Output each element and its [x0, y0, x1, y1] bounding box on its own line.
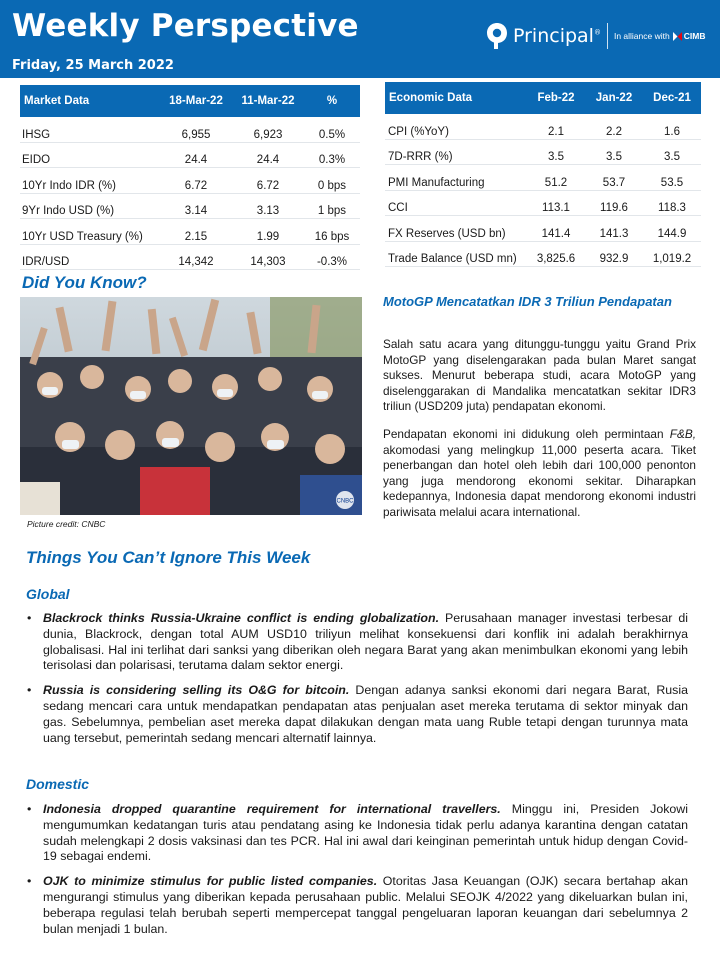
news-lead: Blackrock thinks Russia-Ukraine conflict is ending globalization. — [43, 611, 440, 625]
row-value: 3,825.6 — [536, 253, 576, 265]
market-header-change: % — [304, 85, 360, 117]
row-label: PMI Manufacturing — [388, 176, 485, 189]
row-change: 0 bps — [317, 179, 347, 192]
table-row — [20, 193, 360, 219]
table-row — [385, 165, 701, 191]
cimb-logo-icon — [673, 32, 682, 41]
table-row — [20, 219, 360, 245]
row-value: 6,923 — [253, 128, 283, 141]
article-paragraph-2 — [383, 427, 696, 521]
row-value: 3.13 — [256, 205, 280, 217]
row-change: 0.3% — [318, 154, 346, 166]
brand-name: Principal — [513, 25, 594, 47]
row-value: 2.15 — [184, 230, 208, 243]
news-lead: Indonesia dropped quarantine requirement for international travellers. — [43, 802, 501, 816]
bullet-icon: • — [27, 802, 32, 816]
news-text: Dengan adanya sanksi ekonomi dari negara Barat, Rusia sedang mencari cara untuk mendapatkan pendapatan atas penjualan aset mereka terutama di sektor minyak dan gas. Sebelumnya, pembelian aset mereka dapat dilakukan dengan mata uang Ruble tetapi dengan turunnya mata uang tersebut, pemerintah sedang mencari alternatif lainnya. — [43, 683, 688, 745]
photo-credit: Picture credit: CNBC — [27, 519, 106, 529]
row-label: FX Reserves (USD bn) — [388, 227, 506, 240]
news-lead: Russia is considering selling its O&G for bitcoin. — [43, 683, 350, 698]
table-row — [385, 190, 701, 216]
domestic-news-list — [26, 802, 688, 946]
row-value: 53.7 — [602, 176, 626, 189]
table-row — [20, 142, 360, 168]
cnbc-badge-text: CNBC — [336, 498, 354, 505]
bullet-icon: • — [27, 683, 32, 698]
row-value: 24.4 — [256, 154, 280, 166]
row-change: 16 bps — [314, 230, 350, 243]
header-bar — [0, 0, 720, 78]
econ-table-header — [385, 82, 701, 114]
row-change: 0.5% — [318, 128, 346, 141]
row-label: CCI — [388, 202, 408, 214]
row-label: CPI (%YoY) — [388, 125, 449, 138]
row-value: 51.2 — [544, 176, 568, 189]
row-label: 10Yr Indo IDR (%) — [22, 179, 116, 192]
global-news-list — [26, 611, 688, 755]
row-value: 14,342 — [178, 256, 214, 268]
table-row — [385, 241, 701, 267]
row-value: 6.72 — [184, 179, 208, 192]
market-header-current: 18-Mar-22 — [160, 85, 232, 117]
bullet-icon: • — [27, 611, 32, 625]
logo-divider — [607, 23, 608, 49]
market-header-label: Market Data — [20, 85, 160, 117]
row-value: 1.6 — [664, 125, 680, 138]
market-data-table — [20, 85, 360, 270]
global-section-title: Global — [26, 586, 70, 602]
things-heading: Things You Can’t Ignore This Week — [26, 548, 311, 567]
table-row — [385, 114, 701, 139]
list-item — [26, 802, 688, 865]
news-text: Otoritas Jasa Keuangan (OJK) secara bertahap akan mengurangi stimulus yang diberikan kepada perusahaan public. Melalui SEOJK 4/2022 yang dikeluarkan bulan ini, beberapa regulasi telah berubah seperti mempercepat tanggal pengeluaran laporan keuangan dari sebelumnya 2 bulan menjadi 1 bulan. — [43, 874, 688, 936]
table-row — [20, 244, 360, 270]
market-header-previous: 11-Mar-22 — [232, 85, 304, 117]
row-value: 6.72 — [256, 179, 280, 192]
motogp-crowd-photo — [20, 297, 362, 515]
row-value: 3.5 — [664, 151, 680, 163]
row-change: 1 bps — [317, 205, 347, 217]
market-table-header — [20, 85, 360, 117]
principal-logo — [486, 20, 705, 52]
list-item — [26, 611, 688, 674]
row-label: IHSG — [22, 128, 51, 141]
row-label: 10Yr USD Treasury (%) — [22, 230, 143, 243]
article-body — [383, 337, 696, 533]
row-value: 1.99 — [256, 230, 280, 243]
row-value: 932.9 — [599, 253, 629, 265]
report-date: Friday, 25 March 2022 — [12, 58, 174, 73]
cimb-text: CIMB — [683, 31, 706, 41]
row-value: 3.14 — [184, 205, 208, 217]
article-paragraph-2-end: akomodasi yang melingkup 11,000 peserta acara. Tiket penerbangan dan hotel oleh lebih dari 100,000 penonton yang juga mendorong ekonomi sekitar. Diharapkan kedepannya, Indonesia dapat mendorong ekonomi industri pariwisata melalui acara international. — [383, 442, 696, 519]
row-value: 113.1 — [542, 202, 570, 214]
bullet-icon: • — [27, 874, 32, 889]
row-value: 3.5 — [606, 151, 622, 163]
row-value: 3.5 — [548, 151, 564, 163]
row-value: 53.5 — [660, 176, 684, 189]
econ-header-label: Economic Data — [385, 82, 527, 114]
list-item — [26, 683, 688, 746]
article-paragraph-1: Salah satu acara yang ditunggu-tunggu yaitu Grand Prix MotoGP yang diselengarakan pada bulan Maret sangat sukses. Menurut beberapa studi, acara MotoGP yang diselenggarakan di Mandalika mencatatkan sekitar IDR3 triliun (USD209 juta) pendapatan ekonomi. — [383, 337, 696, 414]
article-title: MotoGP Mencatatkan IDR 3 Triliun Pendapatan — [383, 294, 672, 309]
row-change: -0.3% — [316, 256, 348, 268]
row-value: 14,303 — [250, 256, 286, 268]
row-value: 118.3 — [658, 202, 686, 214]
econ-header-feb: Feb-22 — [527, 82, 585, 114]
row-value: 1,019.2 — [652, 253, 692, 265]
did-you-know-heading: Did You Know? — [22, 273, 147, 292]
principal-logo-icon — [486, 22, 508, 50]
row-label: EIDO — [22, 154, 51, 166]
news-lead: OJK to minimize stimulus for public listed companies. — [43, 874, 378, 889]
article-paragraph-2-start: Pendapatan ekonomi ini didukung oleh permintaan — [383, 426, 670, 441]
alliance-text: In alliance with — [613, 31, 670, 41]
page-title: Weekly Perspective — [12, 8, 359, 44]
table-row — [385, 216, 701, 242]
list-item — [26, 874, 688, 937]
econ-header-dec: Dec-21 — [643, 82, 701, 114]
table-row — [20, 168, 360, 194]
row-label: Trade Balance (USD mn) — [388, 253, 517, 265]
table-row — [20, 117, 360, 142]
news-text: Perusahaan manager investasi terbesar di dunia, Blackrock, dengan total AUM USD10 triliyun melihat konsekuensi dari konflik ini adalah berakhirnya globalisasi. Hal ini terlihat dari sanksi yang diberikan oleh negara Barat yang akan menimbulkan ekonomi yang lebih terisolasi dan polarisasi, terutama dalam sektor energi. — [43, 611, 688, 673]
table-row — [385, 139, 701, 165]
row-value: 2.2 — [606, 125, 622, 138]
principal-brand-text — [513, 25, 601, 47]
row-value: 2.1 — [548, 125, 564, 138]
row-value: 119.6 — [600, 202, 628, 214]
row-label: 7D-RRR (%) — [388, 151, 453, 163]
row-value: 144.9 — [657, 227, 687, 240]
row-value: 141.3 — [599, 227, 629, 240]
row-label: IDR/USD — [22, 256, 70, 268]
domestic-section-title: Domestic — [26, 776, 90, 792]
econ-header-jan: Jan-22 — [585, 82, 643, 114]
registered-mark: ® — [593, 28, 601, 37]
news-text: Minggu ini, Presiden Jokowi mengumumkan kedatangan turis atau pendatang asing ke Indonesia tidak perlu adanya karantina dengan catatan sudah melengkapi 2 dosis vaksinasi dan tes PCR. Hal ini awal dari keinginan pemerintah untuk hidup dengan Covid-19 sebagai endemi. — [43, 802, 688, 864]
article-paragraph-2-emphasis: F&B, — [669, 426, 696, 441]
row-value: 141.4 — [541, 227, 571, 240]
economic-data-table — [385, 82, 701, 267]
row-value: 24.4 — [184, 154, 208, 166]
row-value: 6,955 — [181, 128, 211, 141]
row-label: 9Yr Indo USD (%) — [22, 205, 115, 217]
